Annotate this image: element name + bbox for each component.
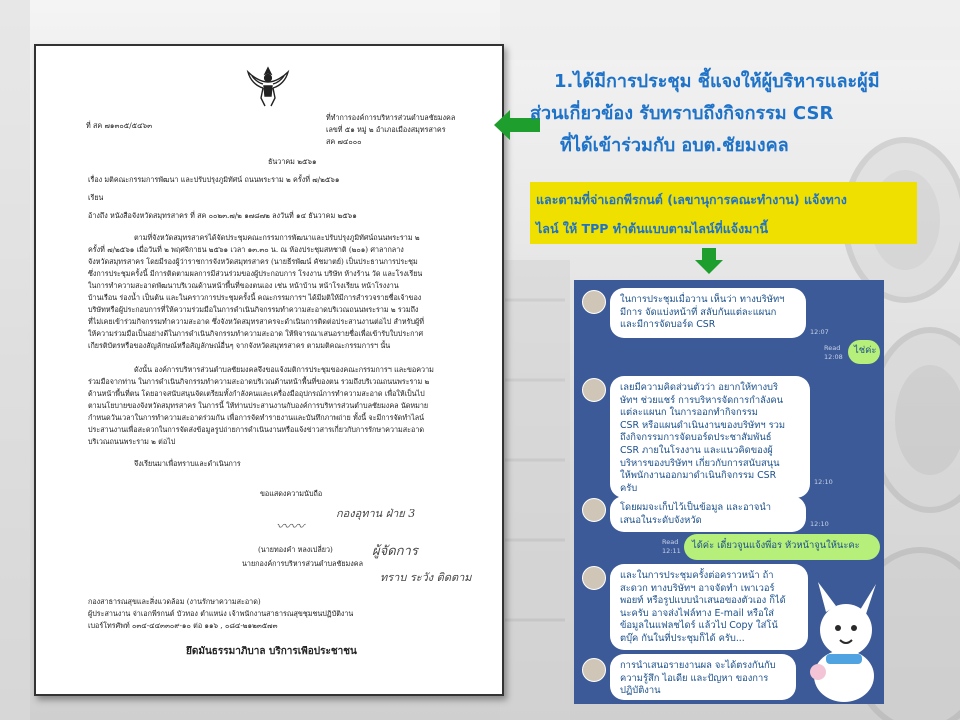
paragraph-line: ประสานงานเพื่อสะดวกในการจัดส่งข้อมูลรูปถ่ายการดำเนินงานหรือแจ้งข่าวสารเกี่ยวกับการรักษาความสะอาด xyxy=(88,425,425,434)
paragraph-line: ในการทำความสะอาดพัฒนาบริเวณด้านหน้าพื้นที่ของตนเอง เช่น หน้าบ้าน หน้าโรงเรียน หน้าโรงงาน xyxy=(88,281,399,290)
avatar xyxy=(582,658,606,682)
message-line: ให้พนักงานออกมาดำเนินกิจกรรม CSR xyxy=(620,470,777,482)
garuda-emblem-icon xyxy=(246,64,290,108)
message-line: ครับ xyxy=(620,482,638,494)
message-line: เลยมีความคิดส่วนตัวว่า อยากให้ทางบริ xyxy=(620,382,779,393)
headline xyxy=(530,66,940,162)
message-line: CSR หรือแผนดำเนินงานของบริษัทฯ รวม xyxy=(620,419,786,431)
read-status: Read xyxy=(662,538,679,546)
paragraph-line: ที่ไม่เคยเข้าร่วมกิจกรรมทำความสะอาด ซึ่งจังหวัดสมุทรสาครจะดำเนินการติดต่อประสานงานต่อไป สำหรับผู้ที่ xyxy=(88,317,424,326)
avatar xyxy=(582,290,606,314)
message-line: พอยท์ หรือรูปแบบนำเสนอของตัวเอง ก็ได้ xyxy=(620,595,786,607)
paragraph-line: ซึ่งการประชุมครั้งนี้ มีการติดตามผลการมีส่วนร่วมของผู้ประกอบการ โรงงาน บริษัท ห้างร้าน วัด และโรงเรียน xyxy=(88,269,423,278)
message-line: การนำเสนอรายงานผล จะได้ตรงกันกับ xyxy=(620,660,776,671)
closing-line: จึงเรียนมาเพื่อทราบและดำเนินการ xyxy=(134,459,241,468)
message-line: นะครับ อาจส่งไฟล์ทาง E-mail หรือใส่ xyxy=(620,607,774,619)
cartoon-mascot-sticker-icon xyxy=(796,576,884,704)
headline-line-2: ส่วนเกี่ยวข้อง รับทราบถึงกิจกรรม CSR xyxy=(530,103,834,124)
headline-line-1: 1.ได้มีการประชุม ชี้แจงให้ผู้บริหารและผู้มี xyxy=(554,71,880,92)
message-bubble xyxy=(610,288,806,338)
reply-text: ไช่ค่ะ xyxy=(854,345,877,356)
message-time: 12:07 xyxy=(810,328,829,336)
message-bubble xyxy=(610,564,808,650)
headline-line-3: ที่ได้เข้าร่วมกับ อบต.ชัยมงคล xyxy=(560,135,789,156)
message-time: 12:10 xyxy=(814,478,833,486)
document-reference-number: ที่ สค ๗๑๓๐๕/๕๔๖๓ xyxy=(86,121,152,130)
message-bubble xyxy=(610,376,810,498)
paragraph-line: ให้ความร่วมมือเป็นอย่างดีในการดำเนินกิจกรรมทำความสะอาด ให้พิจารณาเสนอรายชื่อเพื่อเข้ารับใบประกาศ xyxy=(88,329,424,338)
message-line: ถึงกิจกรรมการจัดบอร์ดประชาสัมพันธ์ xyxy=(620,432,772,444)
document-salutation: เรียน xyxy=(88,193,104,202)
reply-bubble xyxy=(848,340,880,364)
office-address-line1: ที่ทำการองค์การบริหารส่วนตำบลชัยมงคล xyxy=(326,113,456,122)
document-subject: เรื่อง มติคณะกรรมการพัฒนา และปรับปรุงภูมิทัศน์ ถนนพระราม ๒ ครั้งที่ ๗/๒๕๖๑ xyxy=(88,175,340,184)
note-line-1: และตามที่จ่าเอกพีรกนต์ (เลขานุการคณะทำงาน) แจ้งทาง xyxy=(536,192,847,207)
message-bubble xyxy=(610,654,796,700)
avatar xyxy=(582,498,606,522)
office-address-line2: เลขที่ ๕๑ หมู่ ๒ อำเภอเมืองสมุทรสาคร xyxy=(326,125,446,134)
reply-text: ได้ค่ะ เดี๋ยวจูนแจ้งพี่อร หัวหน้าจูนให้นะคะ xyxy=(692,540,860,551)
message-line: ในการประชุมเมื่อวาน เห็นว่า ทางบริษัทฯ xyxy=(620,294,785,305)
avatar xyxy=(582,566,606,590)
line-chat-screenshot xyxy=(574,280,884,704)
handwritten-note-3: ทราบ ระวัง ติดตาม xyxy=(380,571,472,584)
paragraph-line: ร่วมมือจากท่าน ในการดำเนินกิจกรรมทำความสะอาดบริเวณด้านหน้าพื้นที่ของตน รวมถึงบริเวณถนนพระราม ๒ xyxy=(88,377,430,386)
note-line-2: ไลน์ ให้ TPP ทำต้นแบบตามไลน์ที่แจ้งมานี้ xyxy=(536,221,768,236)
message-line: ความรู้สึก ไอเดีย และปัญหา ของการ xyxy=(620,672,769,684)
message-line: และในการประชุมครั้งต่อคราวหน้า ถ้า xyxy=(620,570,774,581)
highlight-note xyxy=(530,182,917,244)
handwritten-note-2: ผู้จัดการ xyxy=(372,544,418,559)
message-line: ตบุ๊ค กันในที่ประชุมก็ได้ ครับ... xyxy=(620,632,745,644)
paragraph-line: จังหวัดสมุทรสาคร โดยมีรองผู้ว่าราชการจังหวัดสมุทรสาคร (นายธีรพัฒน์ คัชมาตย์) เป็นประธานการประชุม xyxy=(88,257,418,266)
official-letter xyxy=(34,44,504,696)
message-line: ปฏิบัติงาน xyxy=(620,685,661,697)
footer-coordinator: ผู้ประสานงาน จ่าเอกพีรกนต์ บัวทอง ตำแหน่ง เจ้าพนักงานสาธารณสุขชุมชนปฏิบัติงาน xyxy=(88,609,354,618)
handwritten-note-1: กองอุทาน ฝ่าย 3 xyxy=(336,507,416,520)
message-line: ข้อมูลในแฟลชไดร์ แล้วไป Copy ใส่โน้ xyxy=(620,620,778,632)
paragraph-line: ดังนั้น องค์การบริหารส่วนตำบลชัยมงคลจึงขอแจ้งมติการประชุมของคณะกรรมการฯ และขอความ xyxy=(134,365,434,374)
signer-name: (นายทองคำ หลงเปลี่ยว) xyxy=(258,545,333,554)
paragraph-line: บริเวณถนนพระราม ๒ ต่อไป xyxy=(88,437,176,446)
paragraph-line: กำหนดวันเวลาในการทำความสะอาดร่วมกัน เพื่อการจัดทำรายงานและบันทึกภาพถ่าย ทั้งนี้ จะมีการจัดทำไลน์ xyxy=(88,413,425,422)
message-time: 12:11 xyxy=(662,547,681,555)
message-line: มีการ จัดแบ่งหน้าที่ สลับกันแต่ละแผนก xyxy=(620,306,777,318)
document-reference: อ้างถึง หนังสือจังหวัดสมุทรสาคร ที่ สค ๐๐๒๓.๗/๒ ๑๗๘๗๒ ลงวันที่ ๑๔ ธันวาคม ๒๕๖๑ xyxy=(88,211,357,220)
signer-title: นายกองค์การบริหารส่วนตำบลชัยมงคล xyxy=(242,559,364,568)
message-line: ษัทฯ ช่วยแชร์ การบริหารจัดการกำลังคน xyxy=(620,394,784,406)
document-date: ธันวาคม ๒๕๖๑ xyxy=(268,157,317,166)
footer-department: กองสาธารณสุขและสิ่งแวดล้อม (งานรักษาความสะอาด) xyxy=(88,597,261,606)
paragraph-line: บริษัทหรือผู้ประกอบการที่ให้ความร่วมมือในการดำเนินกิจกรรมทำความสะอาดบริเวณถนนพระราม ๒ รวมถึง xyxy=(88,305,419,314)
footer-phone: เบอร์โทรศัพท์ ๐๓๔-๔๔๓๓๐๙-๑๐ ต่อ ๑๑๖ , ๐๘๔-๒๑๒๓๕๗๓ xyxy=(88,621,278,630)
paragraph-line: ตามที่จังหวัดสมุทรสาครได้จัดประชุมคณะกรรมการพัฒนาและปรับปรุงภูมิทัศน์ถนนพระราม ๒ xyxy=(134,233,420,242)
message-bubble xyxy=(610,496,806,532)
document-motto: ยึดมั่นธรรมาภิบาล บริการเพื่อประชาชน xyxy=(186,646,357,657)
message-time: 12:10 xyxy=(810,520,829,528)
paragraph-line: บ้านเรือน ร่องน้ำ เป็นต้น และในคราวการประชุมครั้งนี้ คณะกรรมการฯ ได้มีมติให้มีการสำรวจรายชื่อเจ้าของ xyxy=(88,293,422,302)
regards: ขอแสดงความนับถือ xyxy=(260,489,323,498)
message-line: บริหารของบริษัทฯ เกี่ยวกับการสนับสนุน xyxy=(620,457,780,469)
message-time: 12:08 xyxy=(824,353,843,361)
office-address-line3: สค ๗๔๐๐๐ xyxy=(326,137,362,146)
reply-bubble xyxy=(684,534,880,560)
paragraph-line: ครั้งที่ ๗/๒๕๖๑ เมื่อวันที่ ๒ พฤศจิกายน ๒๕๖๑ เวลา ๑๓.๓๐ น. ณ ห้องประชุมสหชาติ (๒๐๑) ศาลากลาง xyxy=(88,245,404,254)
message-line: โดยผมจะเก็บไว้เป็นข้อมูล และอาจนำ xyxy=(620,502,772,513)
message-line: แต่ละแผนก ในการออกทำกิจกรรม xyxy=(620,407,758,419)
avatar xyxy=(582,378,606,402)
message-line: สะดวก ทางบริษัทฯ อาจจัดทำ เพาเวอร์ xyxy=(620,582,775,594)
paragraph-line: ด้านหน้าพื้นที่ตน โดยอาจสนับสนุนจัดเตรียมทั้งกำลังคนและเครื่องมืออุปกรณ์การทำความสะอาด เพื่อให้เป็นไป xyxy=(88,389,425,398)
message-line: และมีการจัดบอร์ด CSR xyxy=(620,319,716,331)
message-line: CSR ภายในโรงงาน และแนวคิดของผู้ xyxy=(620,444,773,456)
paragraph-line: เกียรติบัตรหรือของสัญลักษณ์หรือสัญลักษณ์อื่นๆ จากจังหวัดสมุทรสาคร ตามมติคณะกรรมการฯ นั้น xyxy=(88,341,391,350)
read-status: Read xyxy=(824,344,841,352)
arrow-down-icon xyxy=(695,248,723,274)
signature: 〰〰 xyxy=(276,519,304,535)
paragraph-line: ตามนโยบายของจังหวัดสมุทรสาคร ในการนี้ ให้ท่านประสานงานกับองค์การบริหารส่วนตำบลชัยมงคล นัดหมาย xyxy=(88,401,429,410)
message-line: เสนอในระดับจังหวัด xyxy=(620,514,702,526)
